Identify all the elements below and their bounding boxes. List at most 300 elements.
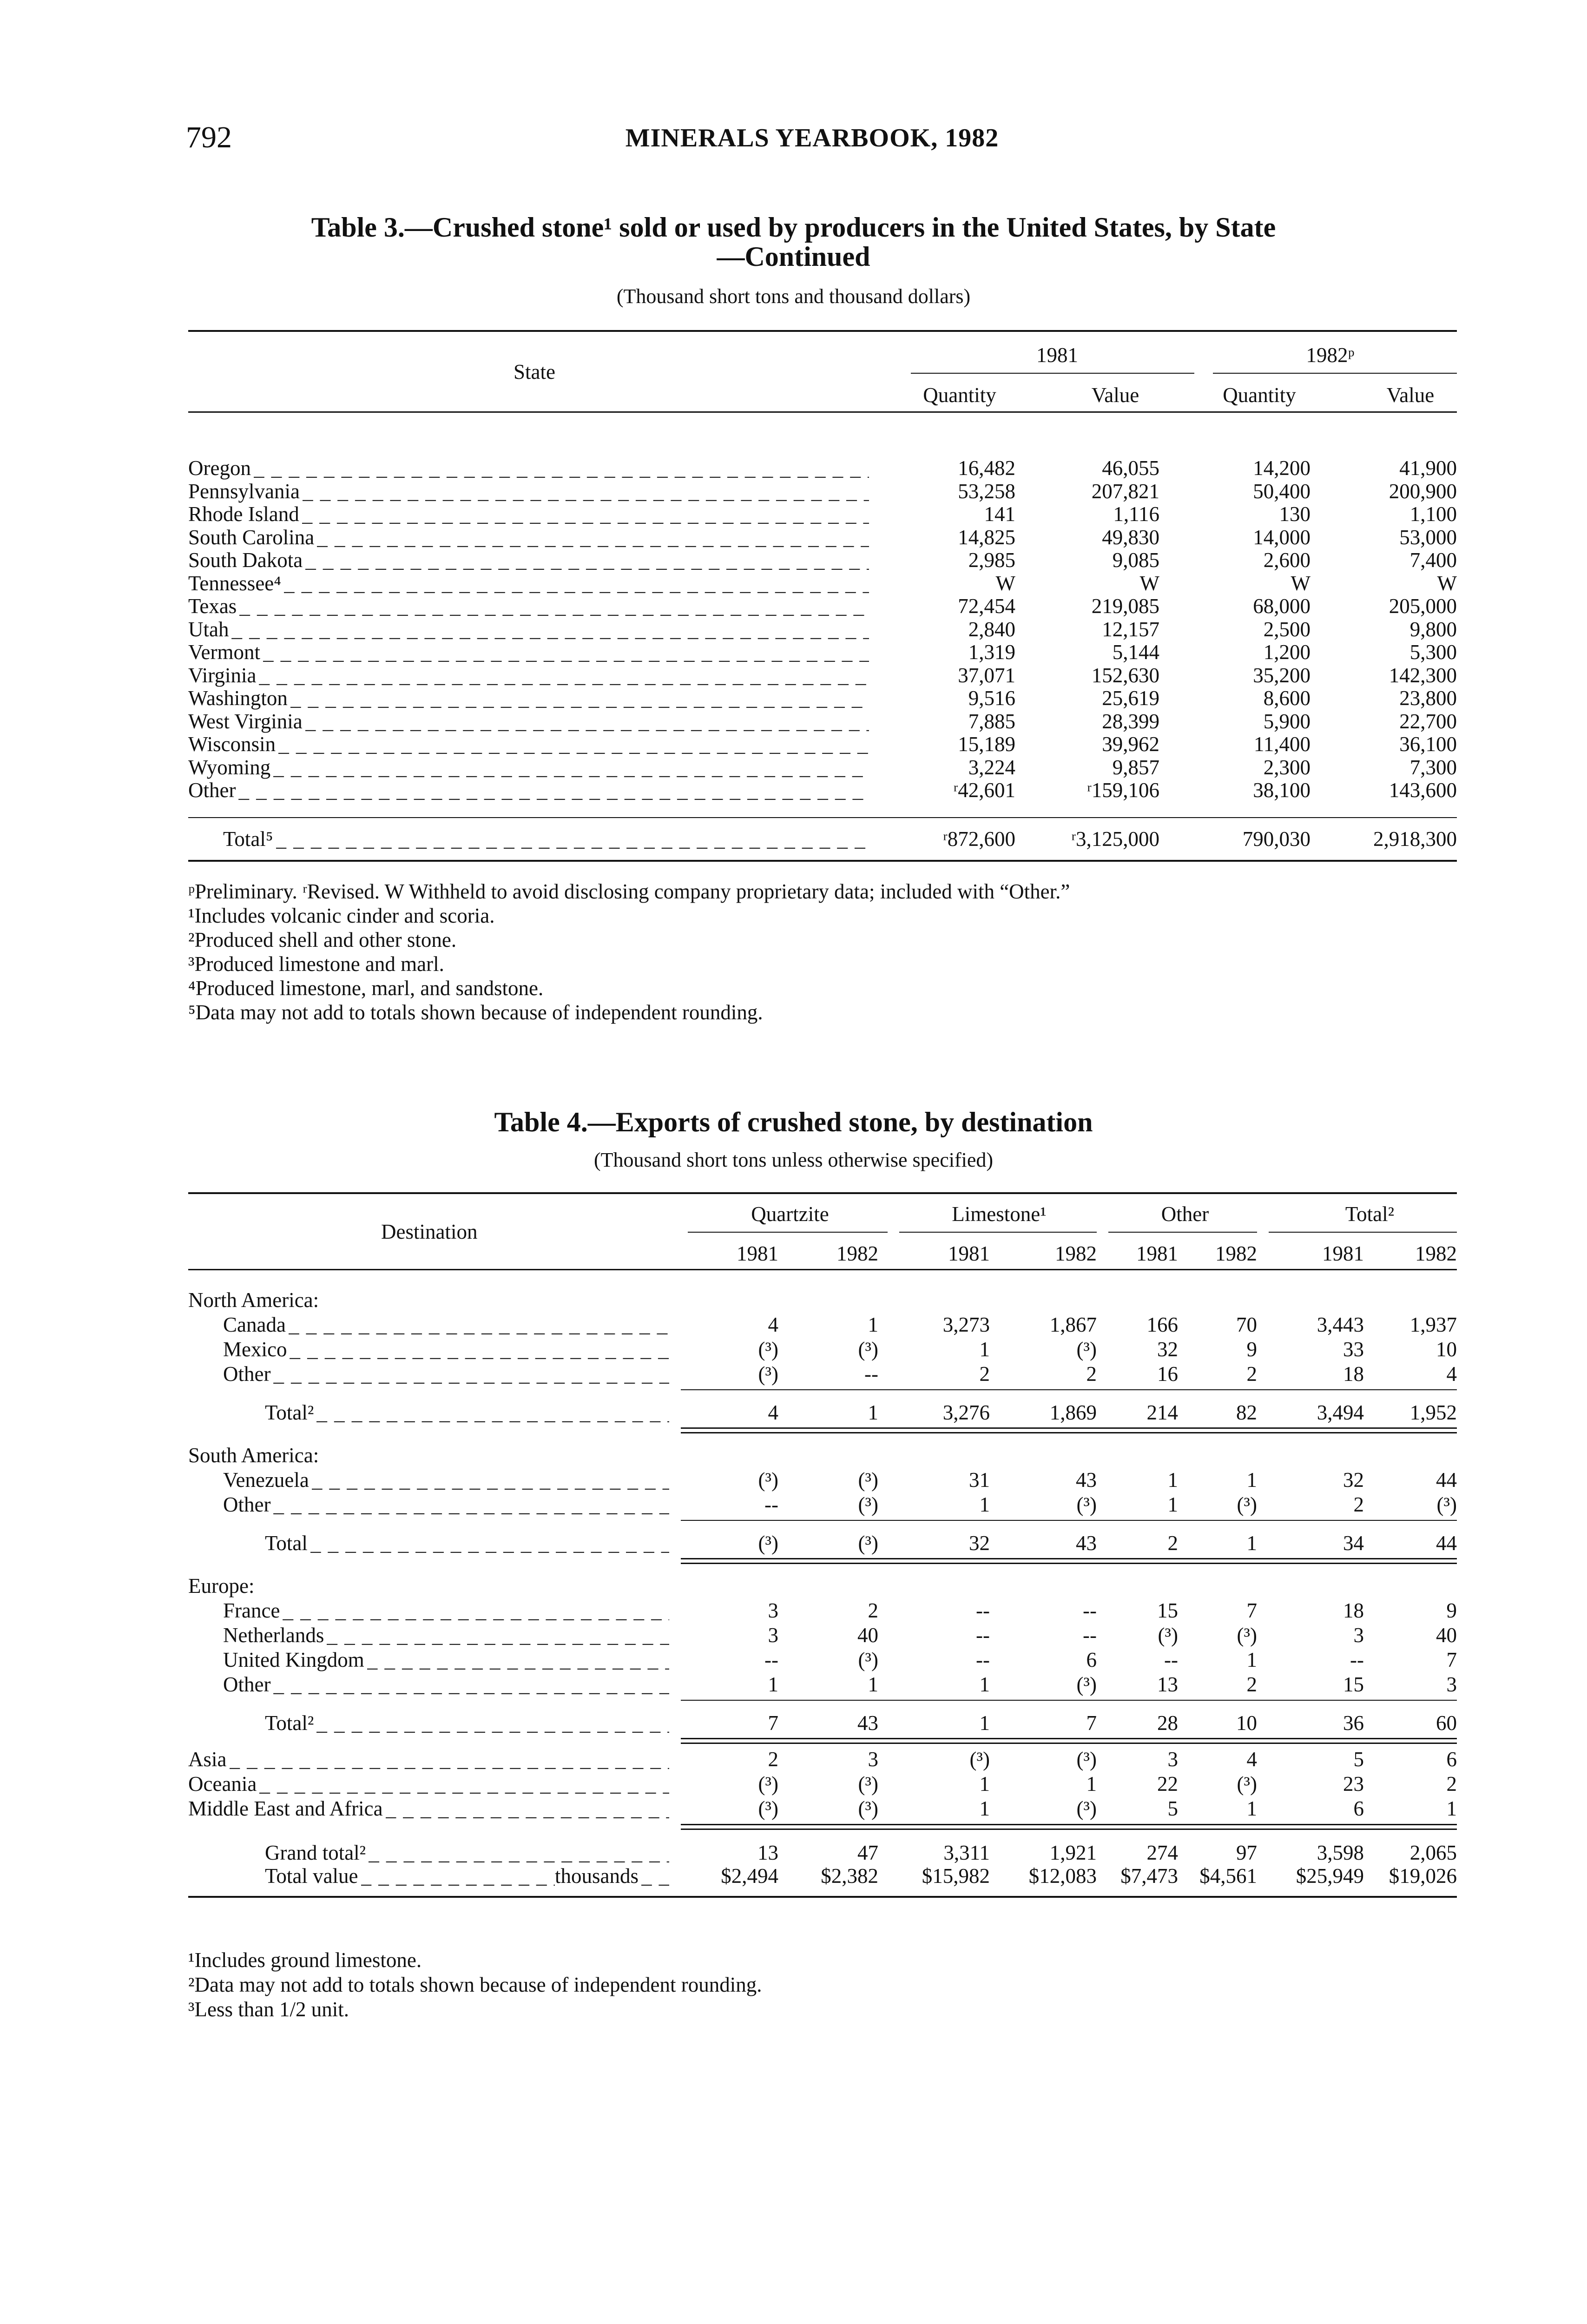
table4-row-value: -- <box>864 1362 878 1386</box>
table4-region-value: (³) <box>969 1748 990 1771</box>
table4-year-header: 1981 <box>737 1242 778 1265</box>
table3-row-state <box>188 504 869 525</box>
table3-cell-v81: 46,055 <box>1102 456 1159 480</box>
table4-total-label-text: Total² <box>265 1711 314 1735</box>
table4-row-value: (³) <box>758 1468 778 1492</box>
table4-total-label-text: Total² <box>265 1401 314 1424</box>
table3-row-state-text: Wyoming <box>188 756 271 779</box>
table4-footnote-1: ¹Includes ground limestone. <box>188 1948 422 1972</box>
table3-row-state <box>188 780 869 801</box>
table4-row-value: -- <box>1164 1648 1178 1671</box>
table3-cell-q81: 72,454 <box>958 594 1015 618</box>
table3-cell-q81: 37,071 <box>958 664 1015 687</box>
table4-row-label <box>223 1494 669 1515</box>
table4-row-value: 1 <box>868 1313 878 1336</box>
table4-row-value: 1,867 <box>1049 1313 1097 1336</box>
table4-group-rule-4 <box>1269 1232 1457 1233</box>
table3-cell-q82: 8,600 <box>1263 687 1310 710</box>
table4-group-rule-1 <box>688 1232 888 1233</box>
table4-total-value: 60 <box>1436 1711 1457 1735</box>
table3-row-state <box>188 665 869 686</box>
table4-row-label-text: Netherlands <box>223 1624 324 1647</box>
table4-total-value: (³) <box>758 1532 778 1555</box>
table4-region-label <box>188 1798 669 1819</box>
table4-row-value: 1 <box>979 1338 990 1361</box>
table4-row-value: 3,273 <box>942 1313 990 1336</box>
table4-region-value: (³) <box>1076 1797 1097 1820</box>
table4-row-value: -- <box>1083 1624 1097 1647</box>
table4-row-value: (³) <box>758 1338 778 1361</box>
table4-total-value: (³) <box>858 1532 878 1555</box>
table4-region-value: 5 <box>1353 1748 1364 1771</box>
table3-cell-v82: 7,300 <box>1409 756 1457 779</box>
table4-total-value-unit: thousands <box>555 1864 639 1888</box>
table4-group-rule-2 <box>899 1232 1097 1233</box>
table3-cell-v82: 36,100 <box>1399 733 1457 756</box>
table4-group-other: Other <box>1161 1202 1209 1226</box>
table4-total-value: 3,276 <box>942 1401 990 1424</box>
table3-cell-v82: 7,400 <box>1409 548 1457 572</box>
table3-cell-q82: 14,000 <box>1253 526 1310 549</box>
table4-grand-total-value: 13 <box>757 1841 778 1864</box>
table4-row-value: 1 <box>1246 1648 1257 1671</box>
table3-row-state <box>188 757 869 778</box>
table3-cell-q82: 68,000 <box>1253 594 1310 618</box>
table4-total-value: 1,952 <box>1409 1401 1457 1424</box>
table4-row-value: 15 <box>1343 1673 1364 1696</box>
table4-row-value: 6 <box>1086 1648 1097 1671</box>
table4-region-value: (³) <box>758 1772 778 1796</box>
table4-region-value: 6 <box>1353 1797 1364 1820</box>
table4-row-value: 7 <box>1246 1599 1257 1622</box>
table3-total-q82: 790,030 <box>1242 827 1310 851</box>
table4-row-value: -- <box>764 1493 778 1516</box>
table4-row-value: 16 <box>1157 1362 1178 1386</box>
table3-cell-v81: 49,830 <box>1102 526 1159 549</box>
table3-cell-q81: 1,319 <box>968 640 1015 664</box>
table3-row-state-text: South Carolina <box>188 526 315 549</box>
table3-cell-v82: 53,000 <box>1399 526 1457 549</box>
table4-row-value: 166 <box>1146 1313 1178 1336</box>
table4-section-double-rule <box>681 1432 1457 1433</box>
table4-year-header: 1982 <box>1215 1242 1257 1265</box>
table3-cell-v82: 5,300 <box>1409 640 1457 664</box>
table3-row-state-text: Tennessee⁴ <box>188 572 281 595</box>
table3-cell-v81: 152,630 <box>1091 664 1159 687</box>
table3-cell-v81: 39,962 <box>1102 733 1159 756</box>
table4-total-value-value: $2,494 <box>721 1864 778 1888</box>
table4-row-value: 3,443 <box>1317 1313 1364 1336</box>
table4-row-value: 1 <box>868 1673 878 1696</box>
table4-total-value-row <box>265 1866 669 1887</box>
table3-row-state <box>188 619 869 640</box>
table3-row-state <box>188 734 869 755</box>
table4-total-value-value: $12,083 <box>1028 1864 1097 1888</box>
table3-total-row <box>223 829 869 850</box>
table4-total-value-value: $15,982 <box>922 1864 990 1888</box>
table3-cell-v82: 143,600 <box>1389 779 1457 802</box>
table4-total-value: 7 <box>768 1711 778 1735</box>
table3-cell-v81: 9,085 <box>1112 548 1159 572</box>
table4-row-value: 1 <box>1246 1468 1257 1492</box>
table4-year-header: 1982 <box>1415 1242 1457 1265</box>
table3-top-rule <box>188 330 1457 332</box>
table4-grand-rule <box>681 1824 1457 1825</box>
table4-region-value: 1 <box>979 1797 990 1820</box>
table4-row-value: 4 <box>1446 1362 1457 1386</box>
table3-row-state-text: Rhode Island <box>188 502 299 526</box>
table4-total-value-value: $4,561 <box>1199 1864 1257 1888</box>
table4-col-destination: Destination <box>381 1220 478 1243</box>
table4-grand-total-label <box>265 1842 669 1863</box>
table4-region-value: 3 <box>868 1748 878 1771</box>
table3-row-state-text: Wisconsin <box>188 733 276 756</box>
table4-row-value: (³) <box>1237 1493 1257 1516</box>
table4-total-value: 1 <box>979 1711 990 1735</box>
table4-row-label <box>223 1364 669 1385</box>
table4-row-value: 1 <box>979 1673 990 1696</box>
table4-year-header: 1982 <box>1055 1242 1097 1265</box>
table3-cell-q81: 2,985 <box>968 548 1015 572</box>
table4-region-value: 1 <box>979 1772 990 1796</box>
table4-total-label-text: Total <box>265 1532 308 1555</box>
table3-col-qty-1981: Quantity <box>923 383 996 407</box>
table3-row-state-text: South Dakota <box>188 548 303 572</box>
table4-total-value: 2 <box>1167 1532 1178 1555</box>
table3-title: Table 3.—Crushed stone¹ sold or used by producers in the United States, by State <box>311 212 1276 243</box>
table3-year-1982: 1982ᵖ <box>1306 343 1355 367</box>
table3-year1-rule <box>911 373 1194 374</box>
table4-total-value: 1,869 <box>1049 1401 1097 1424</box>
table4-row-value: (³) <box>858 1648 878 1671</box>
table4-row-label-text: Venezuela <box>223 1468 309 1492</box>
table3-row-state <box>188 711 869 732</box>
table4-total-value: 43 <box>857 1711 878 1735</box>
table3-bottom-rule <box>188 860 1457 862</box>
table4-row-value: 40 <box>1436 1624 1457 1647</box>
table4-grand-total-value: 47 <box>857 1841 878 1864</box>
table4-year-header: 1981 <box>948 1242 990 1265</box>
table4-region-value: 22 <box>1157 1772 1178 1796</box>
table4-group-quartzite: Quartzite <box>751 1202 829 1226</box>
table3-row-state <box>188 688 869 709</box>
table4-total-value: 44 <box>1436 1532 1457 1555</box>
table4-region-value: 1 <box>1246 1797 1257 1820</box>
table4-row-value: 2 <box>1246 1362 1257 1386</box>
table4-region-value: 5 <box>1167 1797 1178 1820</box>
table4-total-label <box>265 1713 669 1734</box>
table3-cell-q82: 2,600 <box>1263 548 1310 572</box>
table4-grand-rule <box>681 1829 1457 1830</box>
table3-row-state-text: Other <box>188 779 236 802</box>
table3-cell-v81: 219,085 <box>1091 594 1159 618</box>
table4-row-value: 43 <box>1076 1468 1097 1492</box>
table3-cell-v81: 1,116 <box>1113 502 1159 526</box>
table4-row-value: (³) <box>858 1493 878 1516</box>
table4-region-value: 1 <box>1446 1797 1457 1820</box>
table4-region-value: 2 <box>1446 1772 1457 1796</box>
table4-region-label <box>188 1749 669 1770</box>
table4-row-label-text: Other <box>223 1673 271 1696</box>
table4-units: (Thousand short tons unless otherwise specified) <box>593 1149 994 1171</box>
table3-cell-q82: 5,900 <box>1263 710 1310 733</box>
table4-total-label <box>265 1402 669 1423</box>
table4-section-heading: South America: <box>188 1444 319 1467</box>
table4-grand-total-value: 1,921 <box>1049 1841 1097 1864</box>
table3-cell-q82: 2,300 <box>1263 756 1310 779</box>
table4-group-total: Total² <box>1345 1202 1395 1226</box>
table3-title-continued: —Continued <box>717 241 870 272</box>
table3-cell-v82: W <box>1437 572 1457 595</box>
table4-footnote-2: ²Data may not add to totals shown because of independent rounding. <box>188 1973 762 1996</box>
table3-row-state <box>188 573 869 594</box>
table4-row-value: 3 <box>768 1599 778 1622</box>
table3-year-1981: 1981 <box>1036 343 1078 367</box>
table3-cell-v82: 41,900 <box>1399 456 1457 480</box>
table4-row-label-text: United Kingdom <box>223 1648 364 1671</box>
table3-cell-v82: 23,800 <box>1399 687 1457 710</box>
table4-region-value: (³) <box>858 1772 878 1796</box>
table4-total-value-value: $19,026 <box>1389 1864 1457 1888</box>
table4-row-label <box>223 1674 669 1695</box>
table4-row-value: 44 <box>1436 1468 1457 1492</box>
table4-region-label-text: Middle East and Africa <box>188 1797 383 1820</box>
table3-cell-v82: 142,300 <box>1389 664 1457 687</box>
table4-row-value: (³) <box>1436 1493 1457 1516</box>
table4-row-label <box>223 1470 669 1491</box>
table4-region-value: 1 <box>1086 1772 1097 1796</box>
table4-total-value: 36 <box>1343 1711 1364 1735</box>
table4-row-value: 3 <box>1446 1673 1457 1696</box>
table4-total-value: 1 <box>868 1401 878 1424</box>
table4-row-value: -- <box>1350 1648 1364 1671</box>
table3-cell-q81: 53,258 <box>958 480 1015 503</box>
table3-cell-q82: W <box>1291 572 1310 595</box>
table4-row-value: 9 <box>1246 1338 1257 1361</box>
table3-row-state <box>188 596 869 617</box>
table3-row-state-text: Pennsylvania <box>188 480 300 503</box>
table4-row-value: 40 <box>857 1624 878 1647</box>
table4-row-label <box>223 1600 669 1621</box>
table3-cell-v81: ʳ159,106 <box>1087 779 1159 802</box>
table4-row-label <box>223 1625 669 1646</box>
table3-footnote-3: ²Produced shell and other stone. <box>188 928 457 951</box>
table3-cell-v82: 1,100 <box>1409 502 1457 526</box>
table3-row-state <box>188 642 869 663</box>
table4-row-value: 1,937 <box>1409 1313 1457 1336</box>
table4-total-value: 82 <box>1236 1401 1257 1424</box>
table3-cell-q82: 130 <box>1279 502 1310 526</box>
table4-row-value: 31 <box>969 1468 990 1492</box>
table4-header-rule <box>188 1269 1457 1270</box>
table3-footnote-1: ᵖPreliminary. ʳRevised. W Withheld to avoid disclosing company proprietary data; included with “Other.” <box>188 880 1070 903</box>
table4-section-double-rule <box>681 1743 1457 1744</box>
table4-total-value: 7 <box>1086 1711 1097 1735</box>
table4-total-value: 3,494 <box>1317 1401 1364 1424</box>
table4-subtotal-rule <box>681 1520 1457 1521</box>
table4-row-value: 2 <box>1086 1362 1097 1386</box>
table4-row-value: 15 <box>1157 1599 1178 1622</box>
table3-footnote-2: ¹Includes volcanic cinder and scoria. <box>188 904 495 927</box>
table3-cell-q82: 11,400 <box>1253 733 1310 756</box>
table3-row-state <box>188 481 869 502</box>
table4-subtotal-rule <box>681 1700 1457 1701</box>
table4-row-value: 2 <box>1246 1673 1257 1696</box>
table3-cell-q82: 1,200 <box>1263 640 1310 664</box>
table4-row-value: -- <box>976 1624 990 1647</box>
table3-col-val-1982: Value <box>1386 383 1435 407</box>
table4-region-value: 2 <box>768 1748 778 1771</box>
table3-footnote-4: ³Produced limestone and marl. <box>188 952 444 976</box>
table4-row-value: 33 <box>1343 1338 1364 1361</box>
table3-cell-q82: 35,200 <box>1253 664 1310 687</box>
table4-row-label-text: France <box>223 1599 280 1622</box>
table4-row-value: 18 <box>1343 1362 1364 1386</box>
table3-cell-v81: 25,619 <box>1102 687 1159 710</box>
table3-footnote-5: ⁴Produced limestone, marl, and sandstone. <box>188 977 544 1000</box>
table3-col-val-1981: Value <box>1091 383 1139 407</box>
table3-header-rule <box>188 411 1457 413</box>
table3-row-state-text: Virginia <box>188 664 257 687</box>
table4-row-value: 3 <box>768 1624 778 1647</box>
table3-cell-v81: 12,157 <box>1102 618 1159 641</box>
table3-total-rule <box>188 817 1457 818</box>
table3-total-v81: ʳ3,125,000 <box>1071 827 1159 851</box>
table4-row-value: (³) <box>1076 1493 1097 1516</box>
table4-total-value-value: $7,473 <box>1120 1864 1178 1888</box>
table4-total-value: 28 <box>1157 1711 1178 1735</box>
table4-row-value: -- <box>1083 1599 1097 1622</box>
table4-row-value: (³) <box>1237 1624 1257 1647</box>
table4-total-value-value: $2,382 <box>821 1864 878 1888</box>
table3-cell-v82: 22,700 <box>1399 710 1457 733</box>
table3-cell-v81: 5,144 <box>1112 640 1159 664</box>
table3-cell-v81: 28,399 <box>1102 710 1159 733</box>
table4-section-heading: North America: <box>188 1288 319 1312</box>
table3-cell-q81: 14,825 <box>958 526 1015 549</box>
table4-section-double-rule <box>681 1427 1457 1429</box>
table3-cell-q82: 14,200 <box>1253 456 1310 480</box>
table4-row-label <box>223 1314 669 1335</box>
table3-total-label: Total⁵ <box>223 827 273 851</box>
table4-section-double-rule <box>681 1563 1457 1564</box>
table3-row-state-text: West Virginia <box>188 710 303 733</box>
table3-cell-v82: 9,800 <box>1409 618 1457 641</box>
table4-bottom-rule <box>188 1896 1457 1898</box>
page-number: 792 <box>186 120 232 154</box>
table4-total-value: 32 <box>969 1532 990 1555</box>
table4-row-label-text: Other <box>223 1362 271 1386</box>
table4-group-rule-3 <box>1108 1232 1257 1233</box>
table4-row-value: 2 <box>979 1362 990 1386</box>
table4-row-value: 9 <box>1446 1599 1457 1622</box>
table4-row-value: 70 <box>1236 1313 1257 1336</box>
running-title: MINERALS YEARBOOK, 1982 <box>625 124 999 152</box>
table4-grand-total-value: 274 <box>1146 1841 1178 1864</box>
table3-cell-q81: 3,224 <box>968 756 1015 779</box>
table3-cell-v81: 9,857 <box>1112 756 1159 779</box>
table4-region-value: 4 <box>1246 1748 1257 1771</box>
table4-row-value: -- <box>764 1648 778 1671</box>
table4-row-value: (³) <box>758 1362 778 1386</box>
table4-region-label <box>188 1774 669 1795</box>
table4-section-heading: Europe: <box>188 1574 255 1598</box>
table4-region-label-text: Oceania <box>188 1772 257 1796</box>
table4-region-value: (³) <box>758 1797 778 1820</box>
table3-row-state <box>188 527 869 548</box>
table4-row-value: 32 <box>1343 1468 1364 1492</box>
table3-cell-v81: 207,821 <box>1091 480 1159 503</box>
table4-total-value: 10 <box>1236 1711 1257 1735</box>
table4-year-header: 1982 <box>836 1242 878 1265</box>
table4-region-value: 23 <box>1343 1772 1364 1796</box>
table4-subtotal-rule <box>681 1389 1457 1390</box>
table4-row-value: 2 <box>1353 1493 1364 1516</box>
table4-row-label <box>223 1339 669 1360</box>
table4-row-value: (³) <box>1076 1338 1097 1361</box>
table4-grand-total-value: 97 <box>1236 1841 1257 1864</box>
table4-section-double-rule <box>681 1558 1457 1559</box>
table4-group-limestone: Limestone¹ <box>952 1202 1047 1226</box>
table3-cell-q81: ʳ42,601 <box>953 779 1015 802</box>
table4-footnote-3: ³Less than 1/2 unit. <box>188 1998 349 2021</box>
table4-row-label-text: Mexico <box>223 1338 287 1361</box>
table3-cell-q81: 15,189 <box>958 733 1015 756</box>
table3-total-v82: 2,918,300 <box>1373 827 1457 851</box>
table4-region-value: (³) <box>858 1797 878 1820</box>
table4-region-value: 3 <box>1167 1748 1178 1771</box>
table3-cell-q82: 2,500 <box>1263 618 1310 641</box>
table4-row-value: 1 <box>979 1493 990 1516</box>
table3-row-state-text: Texas <box>188 594 237 618</box>
table4-row-value: 10 <box>1436 1338 1457 1361</box>
table3-cell-v82: 205,000 <box>1389 594 1457 618</box>
table3-cell-q81: W <box>995 572 1015 595</box>
table3-row-state-text: Utah <box>188 618 229 641</box>
table4-year-header: 1981 <box>1322 1242 1364 1265</box>
table3-cell-v82: 200,900 <box>1389 480 1457 503</box>
table4-total-value: 34 <box>1343 1532 1364 1555</box>
table4-region-value: 6 <box>1446 1748 1457 1771</box>
table4-row-value: 1 <box>768 1673 778 1696</box>
table4-row-value: 3 <box>1353 1624 1364 1647</box>
table3-cell-q82: 50,400 <box>1253 480 1310 503</box>
table4-grand-total-value: 3,311 <box>943 1841 990 1864</box>
table4-total-value-value: $25,949 <box>1296 1864 1364 1888</box>
table4-total-value: 4 <box>768 1401 778 1424</box>
table4-year-header: 1981 <box>1136 1242 1178 1265</box>
table3-cell-v81: W <box>1139 572 1159 595</box>
table4-row-value: -- <box>976 1648 990 1671</box>
table3-col-state: State <box>514 360 555 383</box>
table4-row-value: 7 <box>1446 1648 1457 1671</box>
table4-row-value: 32 <box>1157 1338 1178 1361</box>
table3-units: (Thousand short tons and thousand dollars) <box>616 285 971 308</box>
table4-total-label <box>265 1533 669 1554</box>
table3-row-state-text: Oregon <box>188 456 251 480</box>
table4-row-label-text: Canada <box>223 1313 286 1336</box>
table4-row-value: (³) <box>858 1468 878 1492</box>
table3-row-state-text: Vermont <box>188 640 260 664</box>
table4-row-label <box>223 1650 669 1670</box>
table4-row-value: (³) <box>1158 1624 1178 1647</box>
table4-title: Table 4.—Exports of crushed stone, by destination <box>494 1107 1093 1137</box>
table4-total-value: 1 <box>1246 1532 1257 1555</box>
table4-row-value: 4 <box>768 1313 778 1336</box>
table4-row-value: 1 <box>1167 1468 1178 1492</box>
table3-cell-q81: 7,885 <box>968 710 1015 733</box>
table4-row-value: 13 <box>1157 1673 1178 1696</box>
